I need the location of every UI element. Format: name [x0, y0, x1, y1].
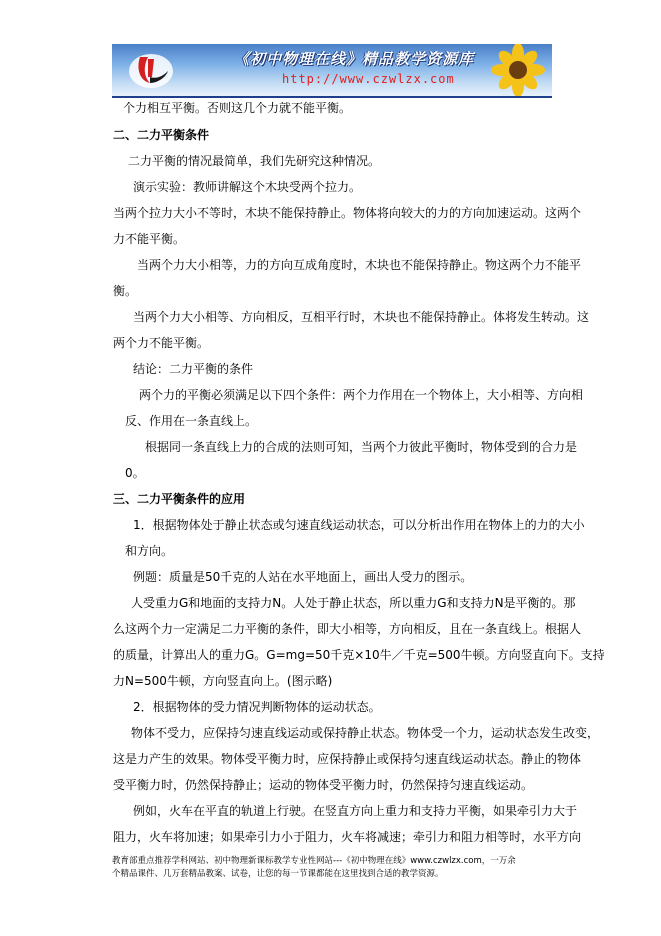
text-line: 结论：二力平衡的条件 — [133, 362, 254, 376]
text-line: 么这两个力一定满足二力平衡的条件，即大小相等，方向相反，且在一条直线上。根据人 — [113, 622, 582, 636]
section-heading: 二、二力平衡条件 — [113, 128, 210, 142]
text-line: 例题：质量是50千克的人站在水平地面上，画出人受力的图示。 — [133, 570, 473, 584]
text-line: 1．根据物体处于静止状态或匀速直线运动状态，可以分析出作用在物体上的力的大小 — [133, 518, 585, 532]
banner-title: 《初中物理在线》精品教学资源库 — [234, 50, 475, 68]
header-banner — [112, 44, 552, 98]
footer-line: 教育部重点推荐学科网站、初中物理新课标教学专业性网站---《初中物理在线》www.czwlzx.com，一万余 — [112, 856, 516, 866]
text-line: 这是力产生的效果。物体受平衡力时，应保持静止或保持匀速直线运动状态。静止的物体 — [113, 752, 582, 766]
banner-url[interactable]: http://www.czwlzx.com — [282, 72, 455, 86]
page-footer — [112, 855, 572, 881]
text-line: 物体不受力，应保持匀速直线运动或保持静止状态。物体受一个力，运动状态发生改变， — [131, 726, 600, 740]
text-line: 力不能平衡。 — [113, 232, 186, 246]
text-line: 个力相互平衡。否则这几个力就不能平衡。 — [123, 101, 352, 115]
text-line: 当两个拉力大小不等时，木块不能保持静止。物体将向较大的力的方向加速运动。这两个 — [113, 206, 582, 220]
text-line: 演示实验：教师讲解这个木块受两个拉力。 — [133, 180, 362, 194]
text-line: 2．根据物体的受力情况判断物体的运动状态。 — [133, 700, 381, 714]
text-line: 根据同一条直线上力的合成的法则可知，当两个力彼此平衡时，物体受到的合力是 — [145, 440, 578, 454]
text-line: 和方向。 — [125, 544, 174, 558]
text-line: 例如，火车在平直的轨道上行驶。在竖直方向上重力和支持力平衡，如果牵引力大于 — [133, 804, 578, 818]
sunflower-icon — [484, 44, 548, 96]
text-line: 的质量，计算出人的重力G。G=mg=50千克×10牛／千克=500牛顿。方向竖直向下。支持 — [113, 648, 605, 662]
footer-line: 个精品课件、几万套精品教案、试卷，让您的每一节课都能在这里找到合适的教学资源。 — [112, 869, 444, 879]
text-line: 当两个力大小相等、方向相反，互相平行时，木块也不能保持静止。体将发生转动。这 — [133, 310, 590, 324]
text-line: 二力平衡的情况最简单，我们先研究这种情况。 — [128, 154, 381, 168]
text-line: 0。 — [125, 466, 145, 480]
text-line: 反、作用在一条直线上。 — [125, 414, 258, 428]
section-heading: 三、二力平衡条件的应用 — [113, 492, 246, 506]
text-line: 两个力不能平衡。 — [113, 336, 210, 350]
site-logo-icon — [126, 47, 176, 91]
text-line: 人受重力G和地面的支持力N。人处于静止状态，所以重力G和支持力N是平衡的。那 — [131, 596, 576, 610]
text-line: 当两个力大小相等，力的方向互成角度时，木块也不能保持静止。物这两个力不能平 — [137, 258, 582, 272]
text-line: 受平衡力时，仍然保持静止；运动的物体受平衡力时，仍然保持匀速直线运动。 — [113, 778, 534, 792]
text-line: 两个力的平衡必须满足以下四个条件：两个力作用在一个物体上，大小相等、方向相 — [139, 388, 584, 402]
text-line: 阻力，火车将加速；如果牵引力小于阻力，火车将减速；牵引力和阻力相等时，水平方向 — [113, 830, 582, 844]
text-line: 力N=500牛顿，方向竖直向上。(图示略) — [113, 674, 333, 688]
text-line: 衡。 — [113, 284, 138, 298]
